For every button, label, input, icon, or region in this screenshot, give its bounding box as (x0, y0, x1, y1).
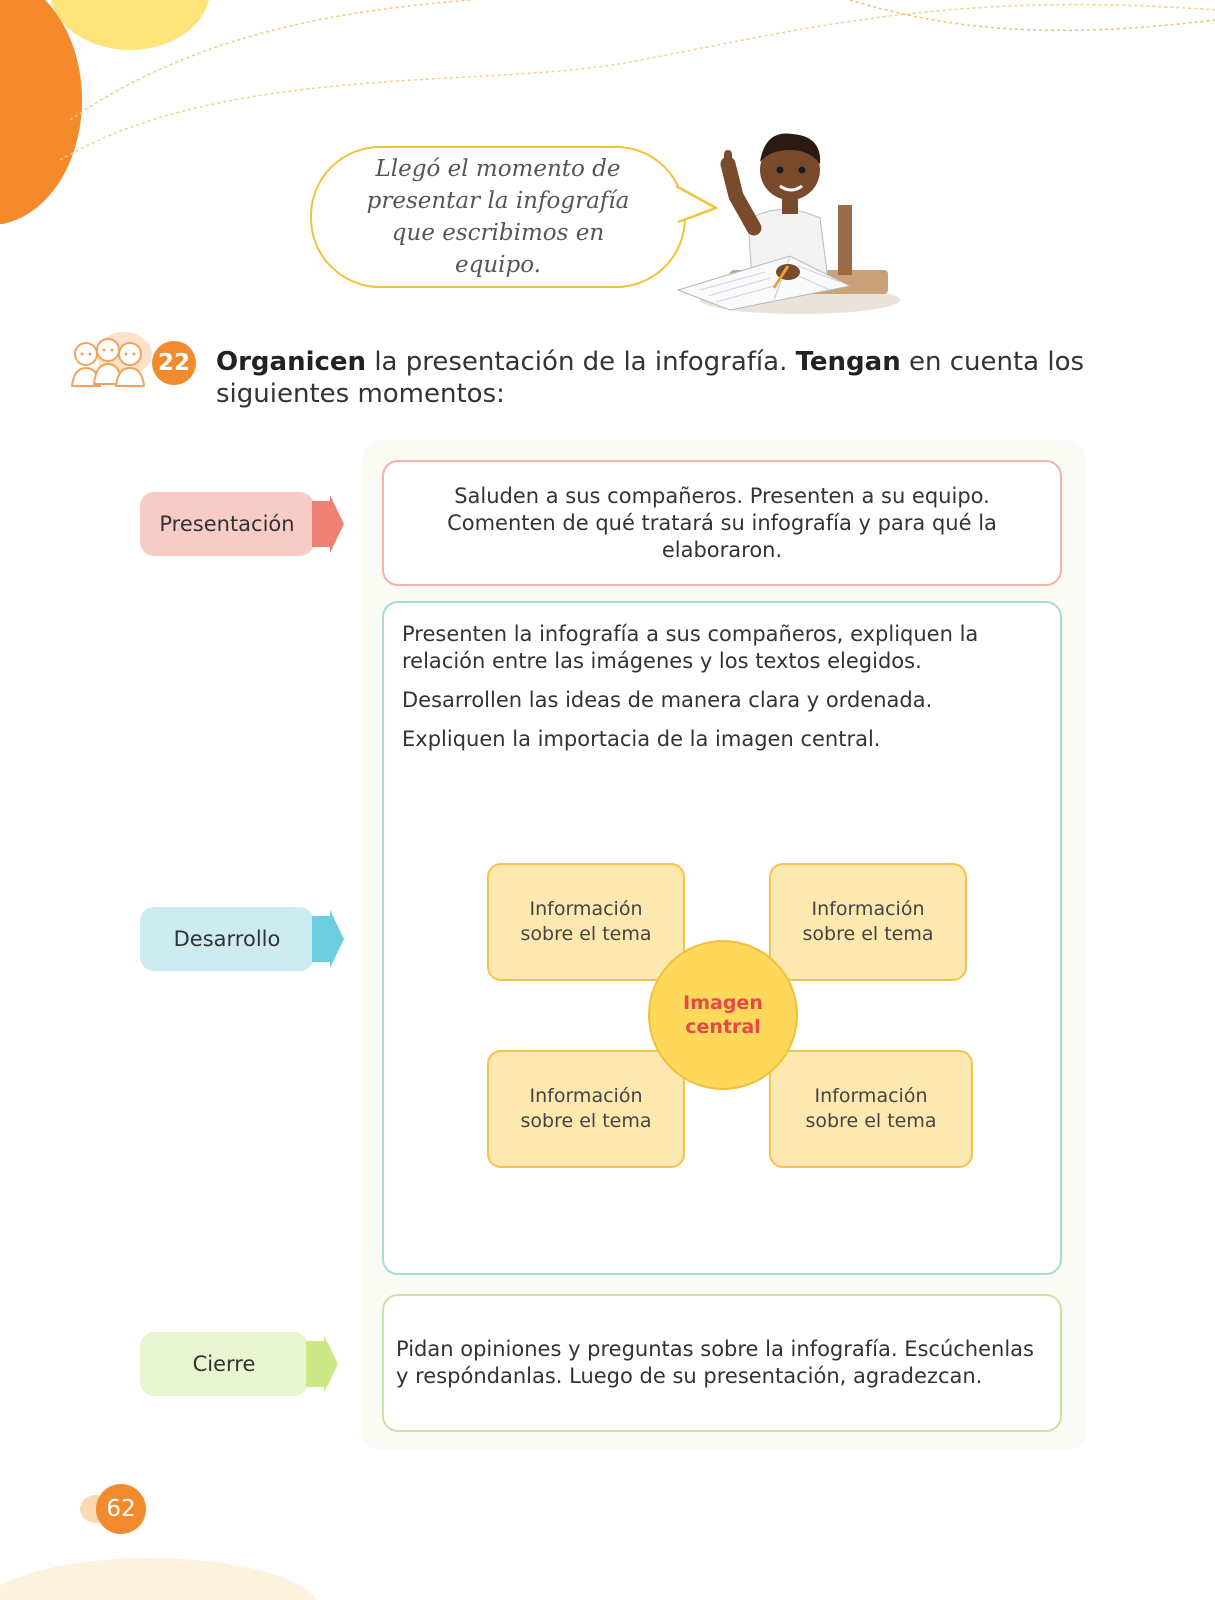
info-box-bottom-right (769, 1050, 973, 1168)
arrow-cierre-icon (306, 1335, 340, 1393)
stage-label-presentacion-text: Presentación (159, 512, 295, 536)
info-box-text: Información sobre el tema (520, 898, 652, 945)
presentacion-text: Saluden a sus compañeros. Presenten a su equipo. Comenten de qué tratará su infografía y para qué la elaboraron. (447, 483, 997, 562)
stage-label-cierre (140, 1332, 308, 1396)
central-image-circle (648, 940, 798, 1090)
info-box-top-left (487, 863, 685, 981)
arrow-presentacion-icon (312, 495, 346, 553)
activity-instruction (216, 346, 1096, 410)
info-box-bottom-left (487, 1050, 685, 1168)
activity-number-badge: 22 (152, 341, 196, 385)
desarrollo-paragraph-3: Expliquen la importacia de la imagen central. (402, 727, 881, 751)
bottom-decoration (0, 1530, 400, 1600)
instruction-text-1: la presentación de la infografía. (366, 347, 796, 377)
instruction-text-2: en cuenta los siguientes momentos: (216, 347, 1085, 409)
boy-illustration (670, 110, 900, 320)
stage-label-cierre-text: Cierre (192, 1352, 256, 1376)
cierre-text: Pidan opiniones y preguntas sobre la infografía. Escúchenlas y respóndanlas. Luego de su presentación, agradezcan. (396, 1337, 1034, 1388)
cierre-box (382, 1294, 1062, 1432)
info-box-top-right (769, 863, 967, 981)
team-work-icon (68, 330, 154, 392)
stage-label-presentacion (140, 492, 314, 556)
central-image-label: Imagen central (683, 992, 763, 1038)
speech-bubble (310, 146, 686, 288)
page-number: 62 (96, 1484, 146, 1534)
speech-bubble-text: Llegó el momento de presentar la infografía que escribimos en equipo. (366, 156, 630, 278)
info-box-text: Información sobre el tema (520, 1085, 652, 1132)
presentacion-box (382, 460, 1062, 586)
instruction-verb-organicen: Organicen (216, 347, 367, 377)
stage-label-desarrollo (140, 907, 314, 971)
desarrollo-paragraph-2: Desarrollen las ideas de manera clara y ordenada. (402, 688, 933, 712)
arrow-desarrollo-icon (312, 910, 346, 968)
info-box-text: Información sobre el tema (802, 898, 934, 945)
info-box-text: Información sobre el tema (805, 1085, 937, 1132)
instruction-verb-tengan: Tengan (795, 347, 901, 377)
desarrollo-paragraph-1: Presenten la infografía a sus compañeros, expliquen la relación entre las imágenes y los textos elegidos. (402, 622, 979, 673)
stage-label-desarrollo-text: Desarrollo (173, 927, 281, 951)
